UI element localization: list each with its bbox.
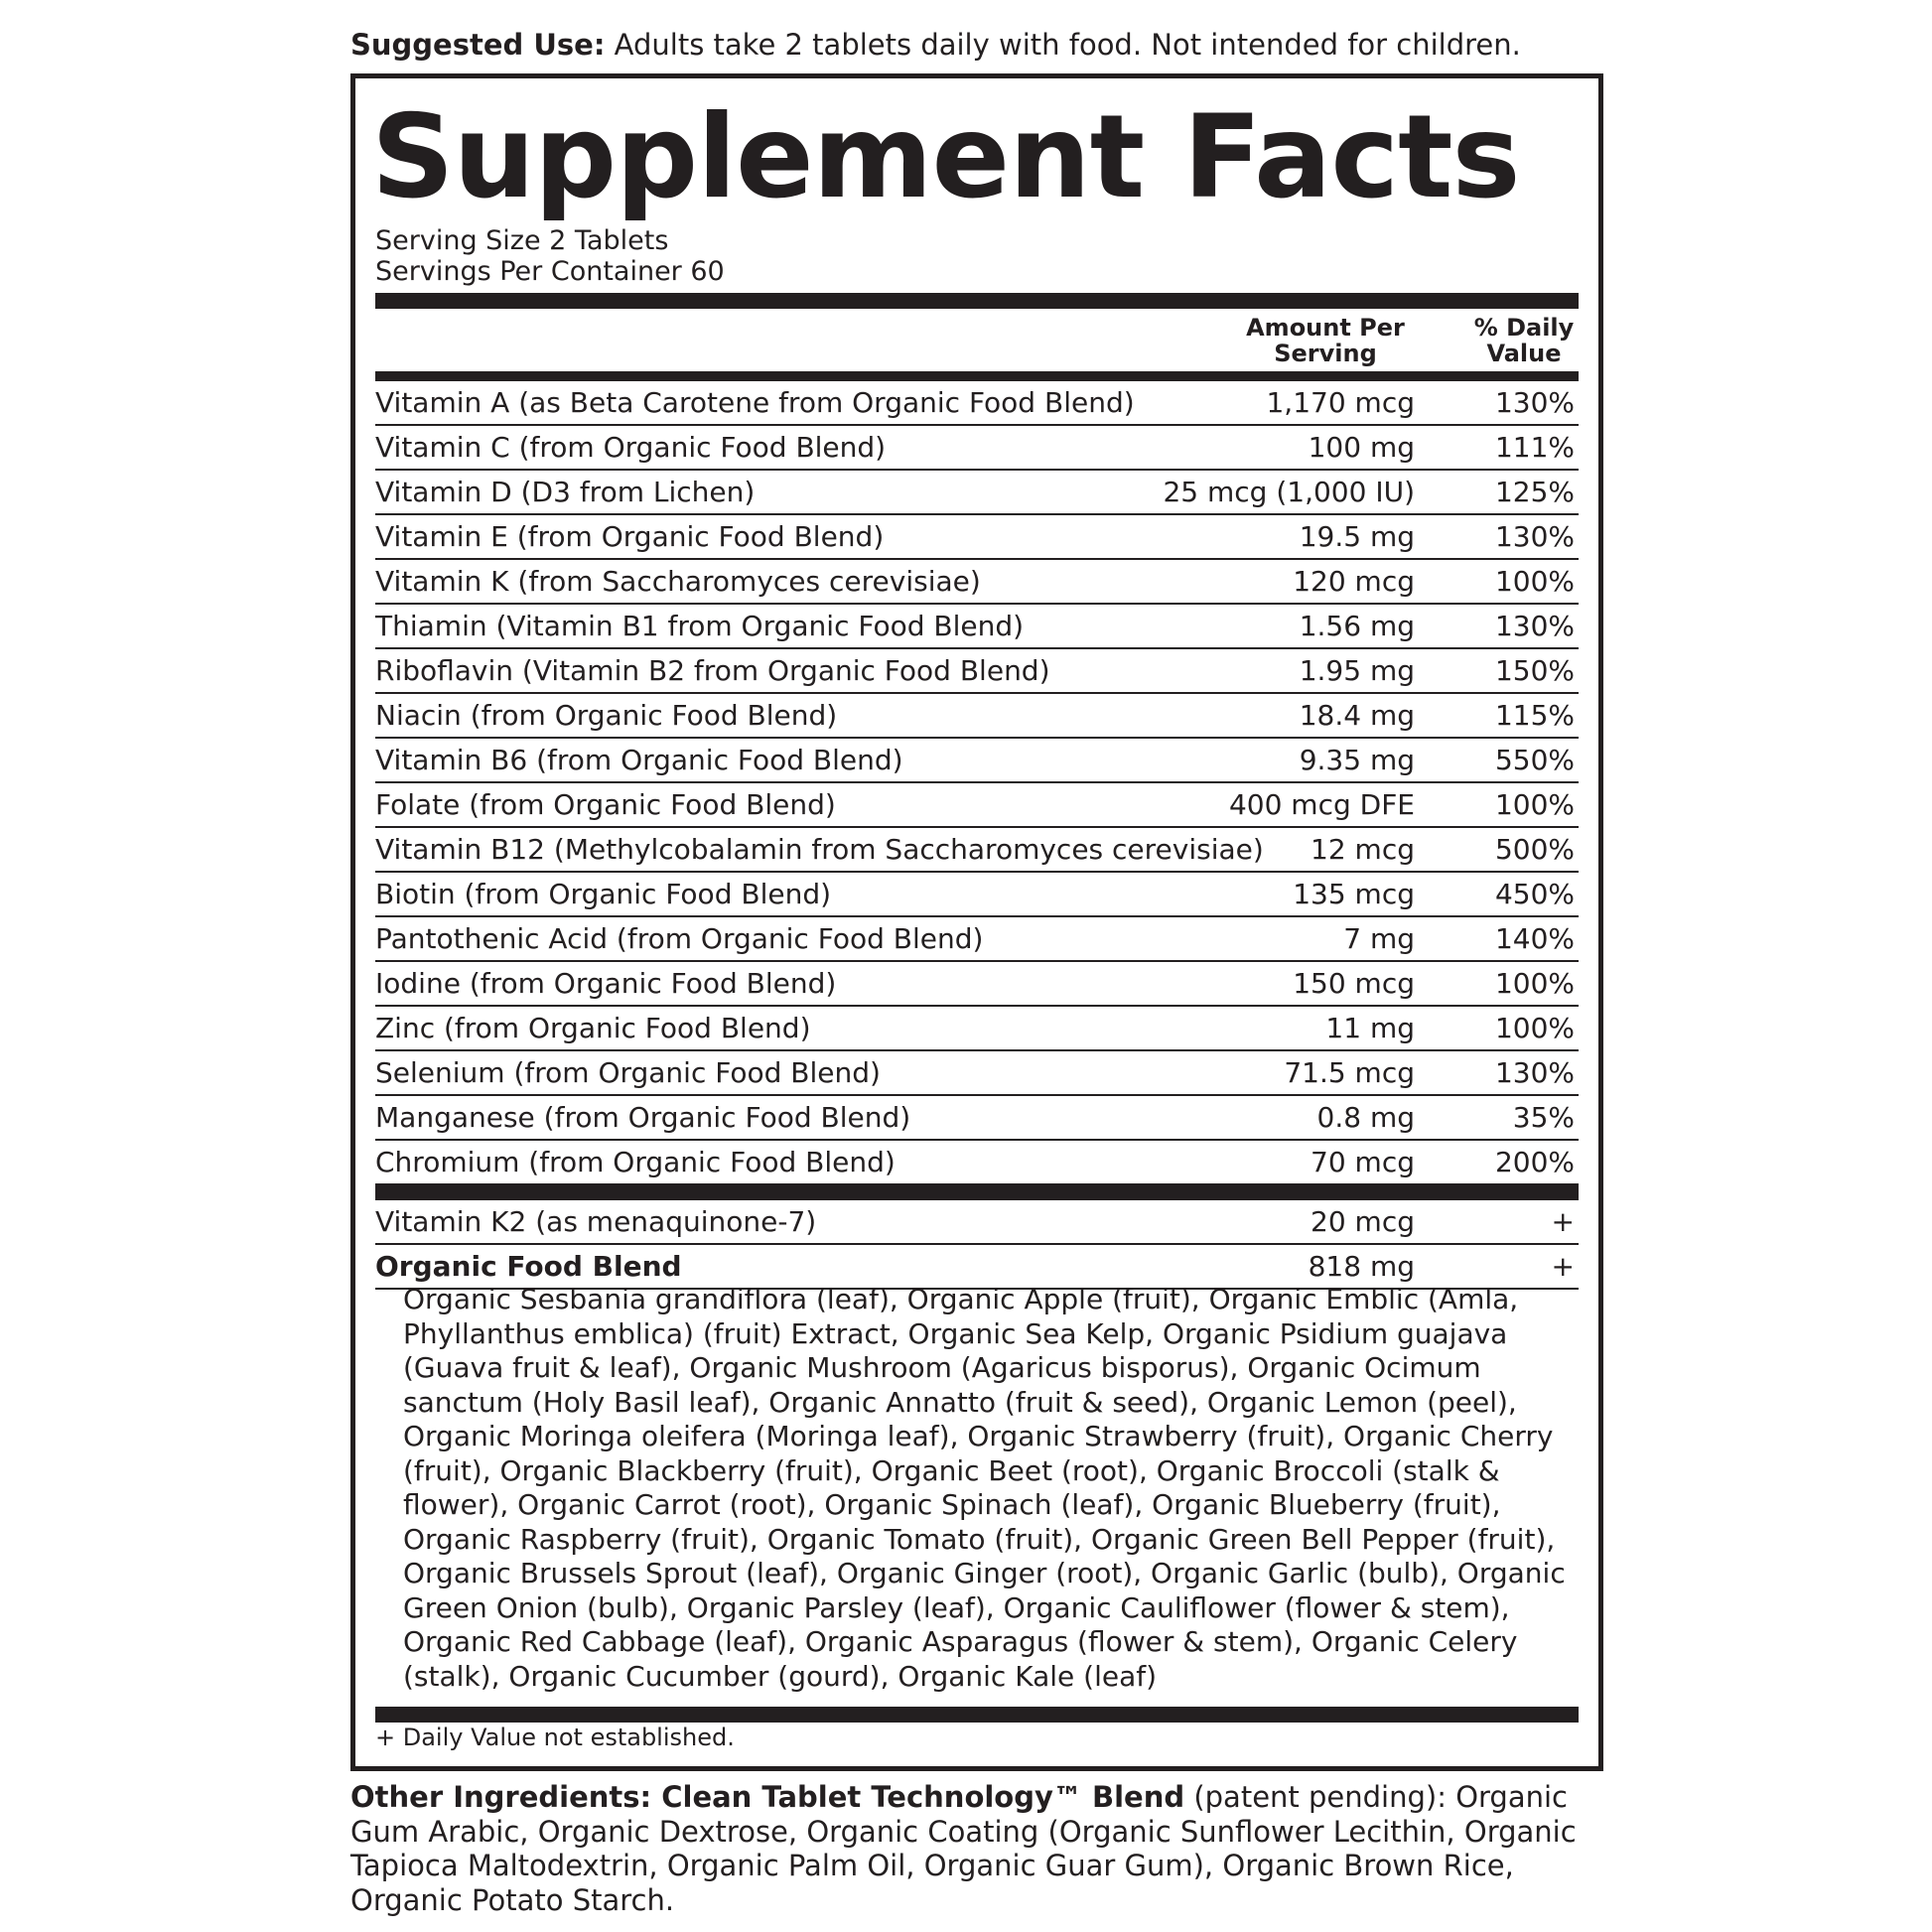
column-header-amount [1236, 315, 1415, 366]
amount-per-serving: 100 mg [1308, 431, 1415, 464]
amount-per-serving: 11 mg [1325, 1012, 1415, 1044]
amount-per-serving: 818 mg [1308, 1250, 1415, 1283]
amount-per-serving: 7 mg [1343, 922, 1415, 955]
amount-per-serving: 135 mcg [1293, 878, 1415, 910]
table-row [375, 381, 1579, 426]
table-row [375, 962, 1579, 1007]
percent-daily-value: 100% [1494, 967, 1575, 1000]
nutrient-name: Folate (from Organic Food Blend) [375, 788, 836, 821]
nutrient-name: Iodine (from Organic Food Blend) [375, 967, 837, 1000]
table-row [375, 515, 1579, 560]
column-header-daily-value [1469, 315, 1579, 366]
amount-per-serving: 9.35 mg [1299, 744, 1415, 776]
column-header-amount-line2: Serving [1274, 340, 1377, 367]
nutrient-name: Vitamin A (as Beta Carotene from Organic Food Blend) [375, 386, 1135, 419]
amount-per-serving: 70 mcg [1311, 1146, 1415, 1178]
amount-per-serving: 120 mcg [1293, 565, 1415, 598]
nutrient-name: Vitamin D (D3 from Lichen) [375, 476, 756, 508]
amount-per-serving: 12 mcg [1311, 833, 1415, 866]
other-ingredients-text: (patent pending): Organic Gum Arabic, Organic Dextrose, Organic Coating (Organic Sunflower Lecithin, Organic Tapioca Maltodextrin, Organic Palm Oil, Organic Guar Gum), Organic Brown Rice, Organic Potato Starch. [350, 1780, 1577, 1917]
table-row [375, 649, 1579, 694]
amount-per-serving: 19.5 mg [1299, 520, 1415, 553]
percent-daily-value: 130% [1494, 386, 1575, 419]
table-row [375, 426, 1579, 471]
nutrient-name: Vitamin K (from Saccharomyces cerevisiae) [375, 565, 981, 598]
servings-per-container: Servings Per Container 60 [375, 256, 725, 287]
other-ingredients [350, 1780, 1606, 1917]
other-ingredients-label: Other Ingredients: Clean Tablet Technology™ Blend [350, 1780, 1185, 1814]
nutrient-name: Zinc (from Organic Food Blend) [375, 1012, 811, 1044]
amount-per-serving: 1.95 mg [1299, 654, 1415, 687]
percent-daily-value: 140% [1494, 922, 1575, 955]
amount-per-serving: 71.5 mcg [1284, 1056, 1415, 1089]
amount-per-serving: 18.4 mg [1299, 699, 1415, 732]
column-header-dv-line1: % Daily [1473, 314, 1575, 342]
table-row [375, 1141, 1579, 1185]
percent-daily-value: 111% [1494, 431, 1575, 464]
table-row [375, 560, 1579, 605]
table-row [375, 1200, 1579, 1245]
percent-daily-value: 130% [1494, 610, 1575, 642]
nutrient-name: Organic Food Blend [375, 1250, 682, 1283]
nutrient-name: Vitamin B6 (from Organic Food Blend) [375, 744, 903, 776]
percent-daily-value: 115% [1494, 699, 1575, 732]
nutrient-name: Vitamin B12 (Methylcobalamin from Saccharomyces cerevisiae) [375, 833, 1264, 866]
table-row [375, 783, 1579, 828]
table-row [375, 873, 1579, 917]
nutrient-name: Vitamin E (from Organic Food Blend) [375, 520, 885, 553]
amount-per-serving: 150 mcg [1293, 967, 1415, 1000]
amount-per-serving: 1.56 mg [1299, 610, 1415, 642]
percent-daily-value: 150% [1494, 654, 1575, 687]
column-header-amount-line1: Amount Per [1246, 314, 1405, 342]
nutrient-name: Riboflavin (Vitamin B2 from Organic Food Blend) [375, 654, 1050, 687]
divider-thick [375, 1707, 1579, 1723]
suggested-use-text: Adults take 2 tablets daily with food. Not intended for children. [605, 28, 1521, 62]
nutrient-name: Chromium (from Organic Food Blend) [375, 1146, 896, 1178]
divider-medium [375, 371, 1579, 381]
divider-thick [375, 1184, 1579, 1200]
suggested-use-label: Suggested Use: [350, 28, 606, 62]
table-row [375, 828, 1579, 873]
amount-per-serving: 400 mcg DFE [1228, 788, 1415, 821]
percent-daily-value: 130% [1494, 520, 1575, 553]
percent-daily-value: + [1551, 1205, 1575, 1238]
nutrient-name: Niacin (from Organic Food Blend) [375, 699, 838, 732]
percent-daily-value: + [1551, 1250, 1575, 1283]
percent-daily-value: 500% [1494, 833, 1575, 866]
extra-table [375, 1200, 1579, 1290]
amount-per-serving: 1,170 mcg [1266, 386, 1415, 419]
table-row [375, 739, 1579, 783]
table-row [375, 1096, 1579, 1141]
amount-per-serving: 0.8 mg [1316, 1101, 1415, 1134]
table-row [375, 694, 1579, 739]
amount-per-serving: 25 mcg (1,000 IU) [1163, 476, 1415, 508]
percent-daily-value: 450% [1494, 878, 1575, 910]
table-row [375, 917, 1579, 962]
percent-daily-value: 200% [1494, 1146, 1575, 1178]
nutrient-name: Thiamin (Vitamin B1 from Organic Food Blend) [375, 610, 1025, 642]
percent-daily-value: 550% [1494, 744, 1575, 776]
table-row [375, 1051, 1579, 1096]
nutrient-name: Selenium (from Organic Food Blend) [375, 1056, 881, 1089]
column-header-dv-line2: Value [1486, 340, 1562, 367]
daily-value-footnote: + Daily Value not established. [375, 1724, 735, 1751]
amount-per-serving: 20 mcg [1311, 1205, 1415, 1238]
nutrient-name: Biotin (from Organic Food Blend) [375, 878, 832, 910]
percent-daily-value: 100% [1494, 1012, 1575, 1044]
nutrient-name: Pantothenic Acid (from Organic Food Blend) [375, 922, 984, 955]
table-row [375, 1007, 1579, 1051]
nutrient-name: Vitamin K2 (as menaquinone-7) [375, 1205, 817, 1238]
percent-daily-value: 130% [1494, 1056, 1575, 1089]
organic-food-blend-ingredients: Organic Sesbania grandiflora (leaf), Organic Apple (fruit), Organic Emblic (Amla, Phyllanthus emblica) (fruit) Extract, Organic Sea Kelp, Organic Psidium guajava (Guava fruit & leaf), Organic Mushroom (Agaricus bisporus), Organic Ocimum sanctum (Holy Basil leaf), Organic Annatto (fruit & seed), Organic Lemon (peel), Organic Moringa oleifera (Moringa leaf), Organic Strawberry (fruit), Organic Cherry (fruit), Organic Blackberry (fruit), Organic Beet (root), Organic Broccoli (stalk & flower), Organic Carrot (root), Organic Spinach (leaf), Organic Blueberry (fruit), Organic Raspberry (fruit), Organic Tomato (fruit), Organic Green Bell Pepper (fruit), Organic Brussels Sprout (leaf), Organic Ginger (root), Organic Garlic (bulb), Organic Green Onion (bulb), Organic Parsley (leaf), Organic Cauliflower (flower & stem), Organic Red Cabbage (leaf), Organic Asparagus (flower & stem), Organic Celery (stalk), Organic Cucumber (gourd), Organic Kale (leaf) [403, 1283, 1566, 1693]
nutrient-name: Manganese (from Organic Food Blend) [375, 1101, 911, 1134]
table-row [375, 605, 1579, 649]
percent-daily-value: 125% [1494, 476, 1575, 508]
panel-title: Supplement Facts [371, 90, 1520, 224]
serving-size: Serving Size 2 Tablets [375, 225, 669, 256]
percent-daily-value: 35% [1512, 1101, 1575, 1134]
divider-thick [375, 293, 1579, 309]
serving-info [375, 225, 725, 287]
supplement-facts-panel [350, 73, 1603, 1771]
suggested-use [350, 26, 1641, 64]
table-row [375, 471, 1579, 515]
nutrient-table [375, 381, 1579, 1185]
percent-daily-value: 100% [1494, 788, 1575, 821]
nutrient-name: Vitamin C (from Organic Food Blend) [375, 431, 887, 464]
percent-daily-value: 100% [1494, 565, 1575, 598]
